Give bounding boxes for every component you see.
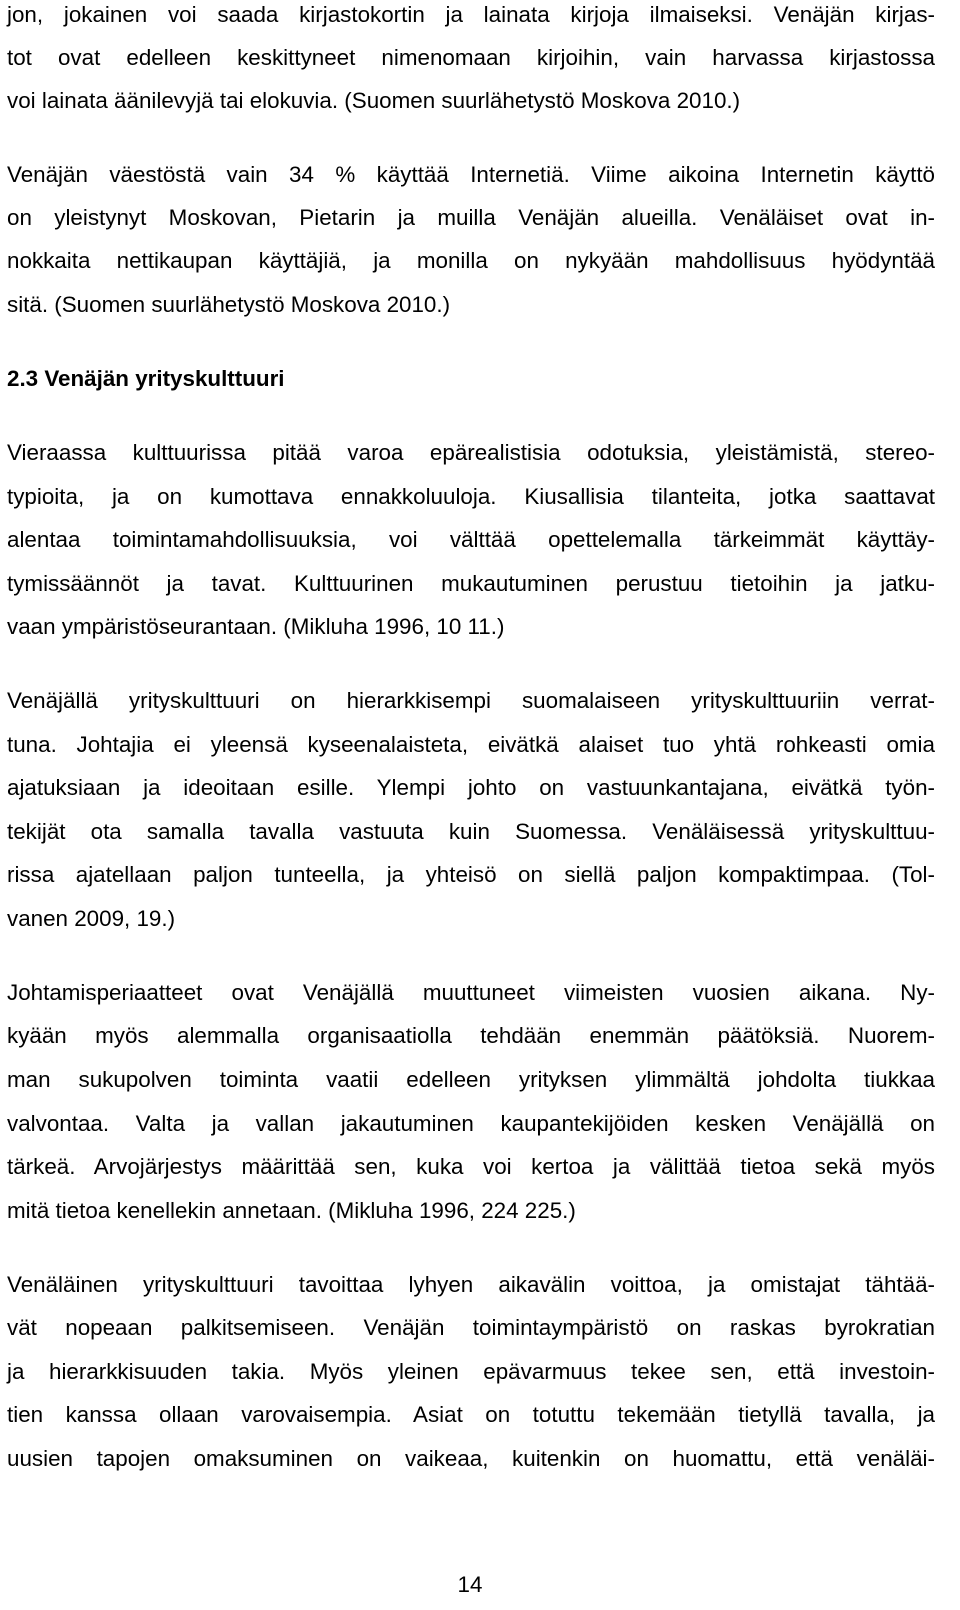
text-line: tuna. Johtajia ei yleensä kyseenalaisteta, eivätkä alaiset tuo yhtä rohkeasti omia: [7, 732, 935, 757]
text-line: uusien tapojen omaksuminen on vaikeaa, kuitenkin on huomattu, että venäläi-: [7, 1446, 935, 1471]
text-line: Venäjän väestöstä vain 34 % käyttää Internetiä. Viime aikoina Internetin käyttö: [7, 162, 935, 187]
text-line: sitä. (Suomen suurlähetystö Moskova 2010.): [7, 292, 451, 317]
text-line: mitä tietoa kenellekin annetaan. (Mikluha 1996, 224 225.): [7, 1198, 576, 1223]
page-number: 14: [457, 1572, 483, 1597]
text-line: valvontaa. Valta ja vallan jakautuminen kaupantekijöiden kesken Venäjällä on: [7, 1111, 935, 1136]
text-line: tot ovat edelleen keskittyneet nimenomaan kirjoihin, vain harvassa kirjastossa: [7, 45, 935, 70]
section-heading: 2.3 Venäjän yrityskulttuuri: [7, 366, 285, 391]
text-line: tekijät ota samalla tavalla vastuuta kuin Suomessa. Venäläisessä yrityskulttuu-: [7, 819, 935, 844]
text-line: ajatuksiaan ja ideoitaan esille. Ylempi johto on vastuunkantajana, eivätkä työn-: [7, 775, 935, 800]
text-line: typioita, ja on kumottava ennakkoluuloja. Kiusallisia tilanteita, jotka saattavat: [7, 484, 935, 509]
text-line: vanen 2009, 19.): [7, 906, 176, 931]
text-line: tärkeä. Arvojärjestys määrittää sen, kuka voi kertoa ja välittää tietoa sekä myös: [7, 1154, 935, 1179]
text-line: vät nopeaan palkitsemiseen. Venäjän toimintaympäristö on raskas byrokratian: [7, 1315, 935, 1340]
text-line: man sukupolven toiminta vaatii edelleen yrityksen ylimmältä johdolta tiukkaa: [7, 1067, 935, 1092]
text-line: voi lainata äänilevyjä tai elokuvia. (Suomen suurlähetystö Moskova 2010.): [7, 88, 741, 113]
text-line: Venäläinen yrityskulttuuri tavoittaa lyhyen aikavälin voittoa, ja omistajat tähtää-: [7, 1272, 935, 1297]
text-line: alentaa toimintamahdollisuuksia, voi välttää opettelemalla tärkeimmät käyttäy-: [7, 527, 935, 552]
text-line: Vieraassa kulttuurissa pitää varoa epärealistisia odotuksia, yleistämistä, stereo-: [7, 440, 935, 465]
text-line: Venäjällä yrityskulttuuri on hierarkkisempi suomalaiseen yrityskulttuuriin verrat-: [7, 688, 935, 713]
text-line: vaan ympäristöseurantaan. (Mikluha 1996, 10 11.): [7, 614, 505, 639]
text-line: Johtamisperiaatteet ovat Venäjällä muuttuneet viimeisten vuosien aikana. Ny-: [7, 980, 935, 1005]
text-line: rissa ajatellaan paljon tunteella, ja yhteisö on siellä paljon kompaktimpaa. (Tol-: [7, 862, 935, 887]
text-line: on yleistynyt Moskovan, Pietarin ja muilla Venäjän alueilla. Venäläiset ovat in-: [7, 205, 935, 230]
text-line: nokkaita nettikaupan käyttäjiä, ja monilla on nykyään mahdollisuus hyödyntää: [7, 248, 935, 273]
text-line: ja hierarkkisuuden takia. Myös yleinen epävarmuus tekee sen, että investoin-: [7, 1359, 935, 1384]
text-line: tymissäännöt ja tavat. Kulttuurinen mukautuminen perustuu tietoihin ja jatku-: [7, 571, 935, 596]
text-line: jon, jokainen voi saada kirjastokortin ja lainata kirjoja ilmaiseksi. Venäjän kirjas-: [7, 2, 935, 27]
text-line: kyään myös alemmalla organisaatiolla tehdään enemmän päätöksiä. Nuorem-: [7, 1023, 935, 1048]
text-line: tien kanssa ollaan varovaisempia. Asiat on totuttu tekemään tietyllä tavalla, ja: [7, 1402, 935, 1427]
